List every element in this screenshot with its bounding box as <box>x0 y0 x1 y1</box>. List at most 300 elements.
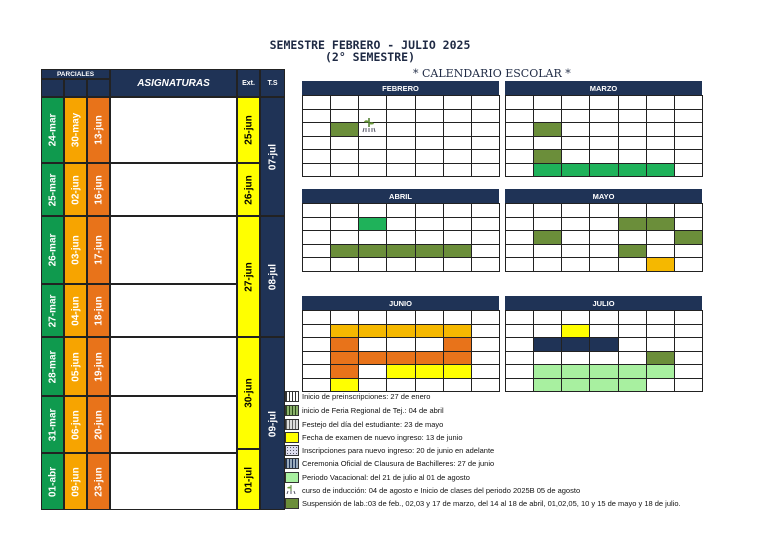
ext-date: 30-jun <box>243 378 254 408</box>
calendar-day-cell <box>303 137 331 151</box>
calendar-day-cell <box>303 325 331 339</box>
legend-text: Periodo Vacacional: del 21 de julio al 01 de agosto <box>302 473 470 482</box>
calendar-day-cell <box>619 110 647 124</box>
calendar-day-cell <box>562 379 590 393</box>
calendar-day-cell <box>619 258 647 272</box>
calendar-day-cell <box>303 352 331 366</box>
calendar-day-cell <box>331 164 359 178</box>
calendar-day-cell <box>387 338 415 352</box>
calendar-day-cell <box>444 110 472 124</box>
subject-cell <box>110 284 237 337</box>
dotted-icon <box>285 445 299 456</box>
calendar-day-cell <box>506 379 534 393</box>
calendar-day-cell <box>331 379 359 393</box>
calendar-day-cell <box>506 96 534 110</box>
calendar-day-cell <box>534 379 562 393</box>
calendar-day-cell <box>562 231 590 245</box>
calendar-day-cell <box>387 352 415 366</box>
olive-swatch <box>285 498 299 509</box>
calendar-day-cell <box>387 137 415 151</box>
calendar-day-cell <box>444 365 472 379</box>
calendar-day-cell <box>331 96 359 110</box>
calendar-day-cell <box>387 164 415 178</box>
calendar-day-cell <box>534 123 562 137</box>
calendar-mayo <box>505 203 703 272</box>
parcial-date: 19-jun <box>93 351 104 382</box>
calendar-day-cell <box>359 365 387 379</box>
calendar-day-cell <box>590 338 618 352</box>
calendar-day-cell <box>647 110 675 124</box>
calendar-day-cell <box>562 365 590 379</box>
calendar-day-cell <box>506 204 534 218</box>
calendar-day-cell <box>534 311 562 325</box>
calendar-day-cell <box>590 379 618 393</box>
legend-item <box>285 498 705 509</box>
parcial1-header <box>41 79 64 97</box>
month-header-marzo: MARZO <box>505 81 702 95</box>
calendar-day-cell <box>359 258 387 272</box>
calendar-day-cell <box>359 96 387 110</box>
calendar-julio <box>505 310 703 392</box>
calendar-day-cell <box>472 245 500 259</box>
calendar-day-cell <box>416 352 444 366</box>
ts-cell <box>260 337 285 510</box>
calendar-day-cell <box>590 150 618 164</box>
calendar-day-cell <box>647 150 675 164</box>
parcial-date-cell <box>87 97 110 163</box>
month-header-febrero: FEBRERO <box>302 81 499 95</box>
calendar-marzo <box>505 95 703 177</box>
calendar-day-cell <box>590 245 618 259</box>
ts-cell <box>260 97 285 216</box>
parciales-rows <box>41 97 237 510</box>
calendar-day-cell <box>359 379 387 393</box>
calendar-day-cell <box>619 245 647 259</box>
parcial-date-cell <box>41 284 64 337</box>
parcial-date: 26-mar <box>47 233 58 267</box>
month-header-junio: JUNIO <box>302 296 499 310</box>
calendar-day-cell <box>619 325 647 339</box>
calendar-day-cell <box>562 137 590 151</box>
parcial-date: 13-jun <box>93 115 104 145</box>
parcial-date-cell <box>87 163 110 216</box>
calendar-day-cell <box>675 352 703 366</box>
calendar-day-cell <box>562 123 590 137</box>
calendar-day-cell <box>331 245 359 259</box>
calendar-day-cell <box>472 110 500 124</box>
calendar-day-cell <box>444 245 472 259</box>
subject-cell <box>110 396 237 453</box>
calendar-day-cell <box>444 325 472 339</box>
subjects-table <box>41 69 285 510</box>
calendar-day-cell <box>562 352 590 366</box>
calendar-day-cell <box>647 245 675 259</box>
calendar-day-cell <box>303 110 331 124</box>
calendar-day-cell <box>416 258 444 272</box>
parcial-date: 03-jun <box>70 235 81 265</box>
light-green-swatch <box>285 472 299 483</box>
calendar-day-cell <box>416 218 444 232</box>
calendar-day-cell <box>562 96 590 110</box>
calendar-day-cell <box>387 204 415 218</box>
calendar-day-cell <box>416 231 444 245</box>
parcial-date-cell <box>64 163 87 216</box>
parcial-date-cell <box>64 284 87 337</box>
calendar-day-cell <box>590 258 618 272</box>
calendar-day-cell <box>331 231 359 245</box>
calendar-day-cell <box>675 258 703 272</box>
ts-date: 08-jul <box>267 263 278 290</box>
legend-text: inicio de Feria Regional de Tej.: 04 de abril <box>302 406 444 415</box>
calendar-day-cell <box>506 231 534 245</box>
calendar-day-cell <box>303 123 331 137</box>
legend-item <box>285 458 494 469</box>
calendar-day-cell <box>534 137 562 151</box>
calendar-day-cell <box>619 352 647 366</box>
calendar-day-cell <box>359 352 387 366</box>
parcial-date-cell <box>87 284 110 337</box>
ts-cell <box>260 216 285 337</box>
calendar-day-cell <box>675 150 703 164</box>
subject-cell <box>110 163 237 216</box>
calendar-day-cell <box>534 258 562 272</box>
calendar-day-cell <box>619 164 647 178</box>
calendar-day-cell <box>647 231 675 245</box>
calendar-day-cell <box>359 311 387 325</box>
calendar-day-cell <box>647 204 675 218</box>
calendar-day-cell <box>472 137 500 151</box>
calendar-day-cell <box>303 258 331 272</box>
calendar-day-cell <box>590 123 618 137</box>
calendar-day-cell <box>444 164 472 178</box>
calendar-day-cell <box>444 96 472 110</box>
ext-cell <box>237 449 260 510</box>
asignaturas-header: ASIGNATURAS <box>110 69 237 97</box>
parcial-date-cell <box>41 453 64 510</box>
parcial-date-cell <box>64 453 87 510</box>
calendar-day-cell <box>590 204 618 218</box>
striped-gray-icon <box>285 419 299 430</box>
month-header-julio: JULIO <box>505 296 702 310</box>
calendar-day-cell <box>387 150 415 164</box>
calendar-day-cell <box>675 338 703 352</box>
title-line1: SEMESTRE FEBRERO - JULIO 2025 <box>269 38 471 52</box>
calendar-day-cell <box>534 218 562 232</box>
calendar-day-cell <box>590 365 618 379</box>
calendar-day-cell <box>331 110 359 124</box>
calendar-day-cell <box>562 204 590 218</box>
calendar-day-cell <box>506 365 534 379</box>
calendar-day-cell <box>506 245 534 259</box>
calendar-day-cell <box>444 311 472 325</box>
ts-header: T.S <box>260 69 285 97</box>
legend-text: Inscripciones para nuevo ingreso: 20 de junio en adelante <box>302 446 495 455</box>
calendar-day-cell <box>472 258 500 272</box>
calendar-day-cell <box>416 204 444 218</box>
calendar-day-cell <box>647 164 675 178</box>
calendar-day-cell <box>416 96 444 110</box>
yellow-swatch <box>285 432 299 443</box>
month-header-abril: ABRIL <box>302 189 499 203</box>
calendar-day-cell <box>590 311 618 325</box>
calendar-day-cell <box>506 110 534 124</box>
calendar-day-cell <box>359 204 387 218</box>
calendar-day-cell <box>675 311 703 325</box>
calendar-day-cell <box>534 110 562 124</box>
calendar-day-cell <box>534 231 562 245</box>
calendar-day-cell <box>619 379 647 393</box>
calendar-day-cell <box>675 137 703 151</box>
calendar-day-cell <box>534 164 562 178</box>
calendar-day-cell <box>534 150 562 164</box>
calendar-day-cell <box>416 325 444 339</box>
ext-date: 27-jun <box>243 261 254 292</box>
calendar-day-cell <box>472 325 500 339</box>
calendar-day-cell <box>331 338 359 352</box>
calendar-day-cell <box>416 338 444 352</box>
subject-cell <box>110 337 237 396</box>
calendar-day-cell <box>534 352 562 366</box>
legend-text: Festejo del día del estudiante: 23 de mayo <box>302 420 444 429</box>
calendar-day-cell <box>472 96 500 110</box>
navy-striped-icon <box>285 458 299 469</box>
calendar-day-cell <box>647 379 675 393</box>
legend-item <box>285 485 580 496</box>
ext-date: 01-jul <box>243 466 254 493</box>
parcial-date-cell <box>87 337 110 396</box>
parcial-date-cell <box>64 396 87 453</box>
calendar-day-cell <box>472 150 500 164</box>
parcial-date: 04-jun <box>70 295 81 326</box>
calendar-day-cell <box>416 123 444 137</box>
ext-header: Ext. <box>237 69 260 97</box>
legend-text: curso de inducción: 04 de agosto e Inicio de clases del periodo 2025B 05 de agosto <box>302 486 581 495</box>
calendar-day-cell <box>506 352 534 366</box>
parcial-date-cell <box>41 163 64 216</box>
plant-icon <box>285 485 299 496</box>
parcial-date: 28-mar <box>47 350 58 383</box>
calendar-day-cell <box>303 231 331 245</box>
calendar-day-cell <box>359 150 387 164</box>
parcial-date-cell <box>87 453 110 510</box>
calendar-day-cell <box>331 365 359 379</box>
calendar-day-cell <box>619 231 647 245</box>
calendar-day-cell <box>387 231 415 245</box>
calendar-day-cell <box>444 338 472 352</box>
parcial-date-cell <box>41 337 64 396</box>
calendar-day-cell <box>303 96 331 110</box>
calendar-day-cell <box>619 311 647 325</box>
calendar-day-cell <box>619 150 647 164</box>
parcial-date-cell <box>41 396 64 453</box>
calendar-day-cell <box>675 218 703 232</box>
parcial-date: 09-jun <box>70 466 81 497</box>
ts-date: 07-jul <box>267 143 278 170</box>
parcial-date: 30-may <box>70 112 81 148</box>
calendar-day-cell <box>472 204 500 218</box>
calendar-day-cell <box>359 164 387 178</box>
legend-text: Inicio de preinscripciones: 27 de enero <box>302 392 431 401</box>
calendar-day-cell <box>675 204 703 218</box>
parcial-date-cell <box>41 216 64 284</box>
calendar-day-cell <box>387 96 415 110</box>
calendar-day-cell <box>387 379 415 393</box>
calendar-day-cell <box>534 338 562 352</box>
calendar-day-cell <box>562 218 590 232</box>
calendar-day-cell <box>506 123 534 137</box>
calendar-day-cell <box>562 150 590 164</box>
parcial2-header <box>64 79 87 97</box>
legend-item <box>285 445 494 456</box>
ext-cell <box>237 163 260 216</box>
calendar-day-cell <box>506 338 534 352</box>
month-header-mayo: MAYO <box>505 189 702 203</box>
calendar-day-cell <box>472 352 500 366</box>
calendar-day-cell <box>303 365 331 379</box>
parcial-date: 17-jun <box>93 235 104 265</box>
calendar-day-cell <box>387 245 415 259</box>
calendar-day-cell <box>590 164 618 178</box>
calendar-day-cell <box>331 204 359 218</box>
parcial-date-cell <box>87 216 110 284</box>
parcial-date: 06-jun <box>70 409 81 440</box>
calendar-day-cell <box>506 150 534 164</box>
parcial-date: 16-jun <box>93 174 104 205</box>
parcial-date: 01-abr <box>47 466 58 497</box>
calendar-day-cell <box>506 311 534 325</box>
calendar-day-cell <box>387 110 415 124</box>
calendar-day-cell <box>590 231 618 245</box>
calendar-day-cell <box>416 365 444 379</box>
legend-text: Fecha de examen de nuevo ingreso: 13 de junio <box>302 433 463 442</box>
ts-date: 09-jul <box>267 410 278 437</box>
calendar-day-cell <box>590 110 618 124</box>
calendar-day-cell <box>562 110 590 124</box>
parcial-date: 02-jun <box>70 174 81 205</box>
calendar-day-cell <box>619 218 647 232</box>
calendar-day-cell <box>562 245 590 259</box>
calendar-day-cell <box>562 311 590 325</box>
parcial-date-cell <box>87 396 110 453</box>
calendar-day-cell <box>331 150 359 164</box>
parcial-date: 27-mar <box>47 294 58 327</box>
calendar-day-cell <box>444 150 472 164</box>
calendar-day-cell <box>444 204 472 218</box>
calendar-day-cell <box>331 325 359 339</box>
calendar-day-cell <box>331 123 359 137</box>
calendar-day-cell <box>534 325 562 339</box>
title-line2: (2° SEMESTRE) <box>324 50 415 64</box>
calendar-day-cell <box>647 338 675 352</box>
calendar-day-cell <box>619 137 647 151</box>
calendar-day-cell <box>619 365 647 379</box>
calendar-day-cell <box>472 231 500 245</box>
calendar-day-cell <box>647 137 675 151</box>
parcial-date: 05-jun <box>70 351 81 382</box>
ext-date: 25-jun <box>243 115 254 145</box>
calendar-day-cell <box>444 231 472 245</box>
parcial-date: 25-mar <box>47 173 58 206</box>
calendar-day-cell <box>472 365 500 379</box>
legend-item <box>285 391 430 402</box>
plant-icon <box>360 116 378 134</box>
calendar-day-cell <box>506 218 534 232</box>
calendar-day-cell <box>647 218 675 232</box>
calendar-day-cell <box>534 96 562 110</box>
calendar-day-cell <box>675 231 703 245</box>
legend-item <box>285 405 444 416</box>
calendar-day-cell <box>303 338 331 352</box>
parcial-date-cell <box>64 216 87 284</box>
calendar-day-cell <box>472 123 500 137</box>
calendar-day-cell <box>590 325 618 339</box>
calendar-day-cell <box>416 311 444 325</box>
calendar-day-cell <box>506 325 534 339</box>
calendar-day-cell <box>562 258 590 272</box>
calendar-day-cell <box>647 352 675 366</box>
calendar-day-cell <box>590 352 618 366</box>
legend-item <box>285 472 470 483</box>
calendar-day-cell <box>303 204 331 218</box>
subject-cell <box>110 453 237 510</box>
calendar-day-cell <box>303 379 331 393</box>
calendar-day-cell <box>444 218 472 232</box>
calendar-day-cell <box>675 245 703 259</box>
parcial-date: 24-mar <box>47 113 58 147</box>
calendar-day-cell <box>387 218 415 232</box>
calendar-day-cell <box>416 164 444 178</box>
calendar-day-cell <box>331 137 359 151</box>
calendar-day-cell <box>590 137 618 151</box>
calendar-day-cell <box>534 204 562 218</box>
calendar-day-cell <box>387 311 415 325</box>
parcial-date: 31-mar <box>47 408 58 441</box>
calendar-day-cell <box>590 96 618 110</box>
calendar-day-cell <box>619 123 647 137</box>
legend-text: Ceremonia Oficial de Clausura de Bachilleres: 27 de junio <box>302 459 495 468</box>
calendar-day-cell <box>444 258 472 272</box>
ext-cell <box>237 216 260 337</box>
subject-cell <box>110 216 237 284</box>
calendar-day-cell <box>444 352 472 366</box>
calendar-day-cell <box>619 204 647 218</box>
legend-item <box>285 432 463 443</box>
calendar-day-cell <box>534 245 562 259</box>
calendar-day-cell <box>359 218 387 232</box>
ext-cell <box>237 97 260 163</box>
calendar-febrero <box>302 95 500 177</box>
calendar-day-cell <box>506 137 534 151</box>
calendar-day-cell <box>647 325 675 339</box>
calendar-day-cell <box>647 365 675 379</box>
calendar-day-cell <box>675 96 703 110</box>
parcial-date: 23-jun <box>93 466 104 497</box>
calendar-day-cell <box>675 164 703 178</box>
calendar-day-cell <box>303 218 331 232</box>
calendar-day-cell <box>359 325 387 339</box>
legend-item <box>285 419 443 430</box>
parcial-date-cell <box>64 337 87 396</box>
calendar-day-cell <box>303 150 331 164</box>
calendar-day-cell <box>359 245 387 259</box>
calendar-day-cell <box>675 110 703 124</box>
calendar-day-cell <box>387 325 415 339</box>
calendar-day-cell <box>647 258 675 272</box>
calendar-day-cell <box>472 164 500 178</box>
calendar-day-cell <box>444 123 472 137</box>
calendar-day-cell <box>331 258 359 272</box>
legend-text: Suspensión de lab.:03 de feb., 02,03 y 17 de marzo, del 14 al 18 de abril, 01,02,05, 10 y 15 de mayo y 18 de julio. <box>302 499 681 508</box>
